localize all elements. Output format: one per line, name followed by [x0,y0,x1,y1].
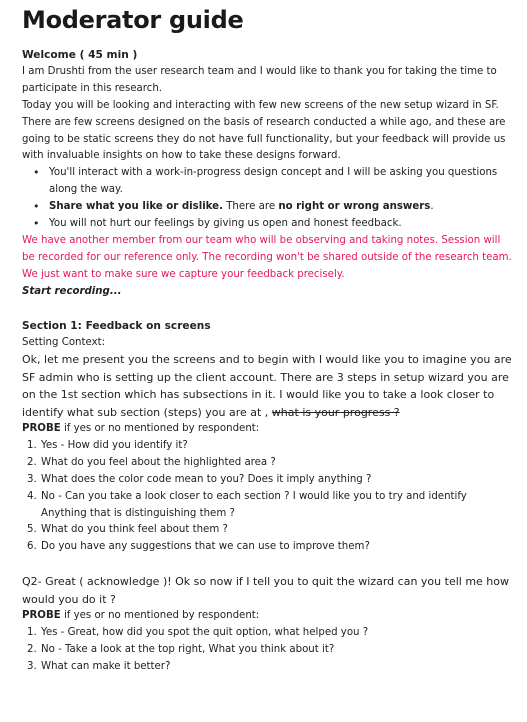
document-body [22,47,512,676]
start-recording: Start recording... [22,285,122,297]
list-item [27,455,512,472]
list-text: No - Can you take a look closer to each section ? I would like you to try and identify Anything that is distinguishing them ? [41,490,467,519]
list-item [27,539,512,556]
setting-context-label: Setting Context: [22,336,106,348]
list-number: 4. [27,490,37,502]
bullet-item [41,216,512,233]
list-number: 3. [27,660,37,672]
bullet-item [41,165,512,199]
welcome-today: Today you will be looking and interacting with few new screens of the new setup wizard in SF. There are few screens designed on the basis of research conducted a while ago, and these are going to be static screens they do not have full functionality, but your feedback will provide us with invaluable insights on how to take these designs forward. [22,99,506,162]
list-number: 5. [27,524,37,536]
bullet-item [41,199,512,216]
list-item [27,642,512,659]
list-number: 6. [27,541,37,553]
bullet-text: . [430,201,434,213]
context-strikethrough: what is your progress ? [271,405,400,419]
list-text: Yes - How did you identify it? [41,439,188,451]
page-title: Moderator guide [22,6,244,34]
list-text: What can make it better? [41,660,171,672]
probe-text: if yes or no mentioned by respondent: [60,610,260,622]
probe-text: if yes or no mentioned by respondent: [60,423,260,435]
setting-context-text [22,351,512,421]
q2-list [22,625,512,676]
list-text: What do you feel about the highlighted area ? [41,456,276,468]
bullet-bold-text: no right or wrong answers [278,201,431,213]
list-text: No - Take a look at the top right, What you think about it? [41,643,335,655]
probe-line [22,608,512,625]
list-text: Do you have any suggestions that we can use to improve them? [41,541,370,553]
welcome-bullets [22,165,512,233]
list-item [27,472,512,489]
section1-list [22,438,512,556]
list-text: What does the color code mean to you? Does it imply anything ? [41,473,372,485]
list-item [27,489,512,523]
probe-label: PROBE [22,610,61,622]
list-item [27,438,512,455]
bullet-text: You'll interact with a work-in-progress design concept and I will be asking you questions along the way. [49,167,498,196]
q2-question: Q2- Great ( acknowledge )! Ok so now if I tell you to quit the wizard can you tell me how would you do it ? [22,575,509,606]
probe-line [22,421,512,438]
list-number: 1. [27,627,37,638]
context-text: Ok, let me present you the screens and to begin with I would like you to imagine you are SF admin who is setting up the client account. There are 3 steps in setup wizard you are on the 1st section which has subsections in it. I would like you to take a look closer to identify what sub section (steps) you are at , [22,353,512,419]
bullet-bold-text: Share what you like or dislike. [49,201,223,213]
list-number: 1. [27,439,37,451]
list-item [27,659,512,676]
list-text: Yes - Great, how did you spot the quit option, what helped you ? [41,627,369,638]
probe-label: PROBE [22,423,61,435]
list-item [27,625,512,642]
bullet-text: There are [222,201,279,213]
bullet-text: You will not hurt our feelings by giving us open and honest feedback. [49,218,402,230]
list-number: 2. [27,456,37,468]
list-text: What do you think feel about them ? [41,524,228,536]
list-number: 3. [27,473,37,485]
section1-heading: Section 1: Feedback on screens [22,319,211,332]
welcome-heading: Welcome ( 45 min ) [22,49,138,61]
recording-note: We have another member from our team who will be observing and taking notes. Session will be recorded for our reference only. The recording won't be shared outside of the research team. We just want to make sure we capture your feedback precisely. [22,234,512,280]
list-item [27,522,512,539]
welcome-intro: I am Drushti from the user research team and I would like to thank you for taking the time to participate in this research. [22,65,497,94]
list-number: 2. [27,643,37,655]
